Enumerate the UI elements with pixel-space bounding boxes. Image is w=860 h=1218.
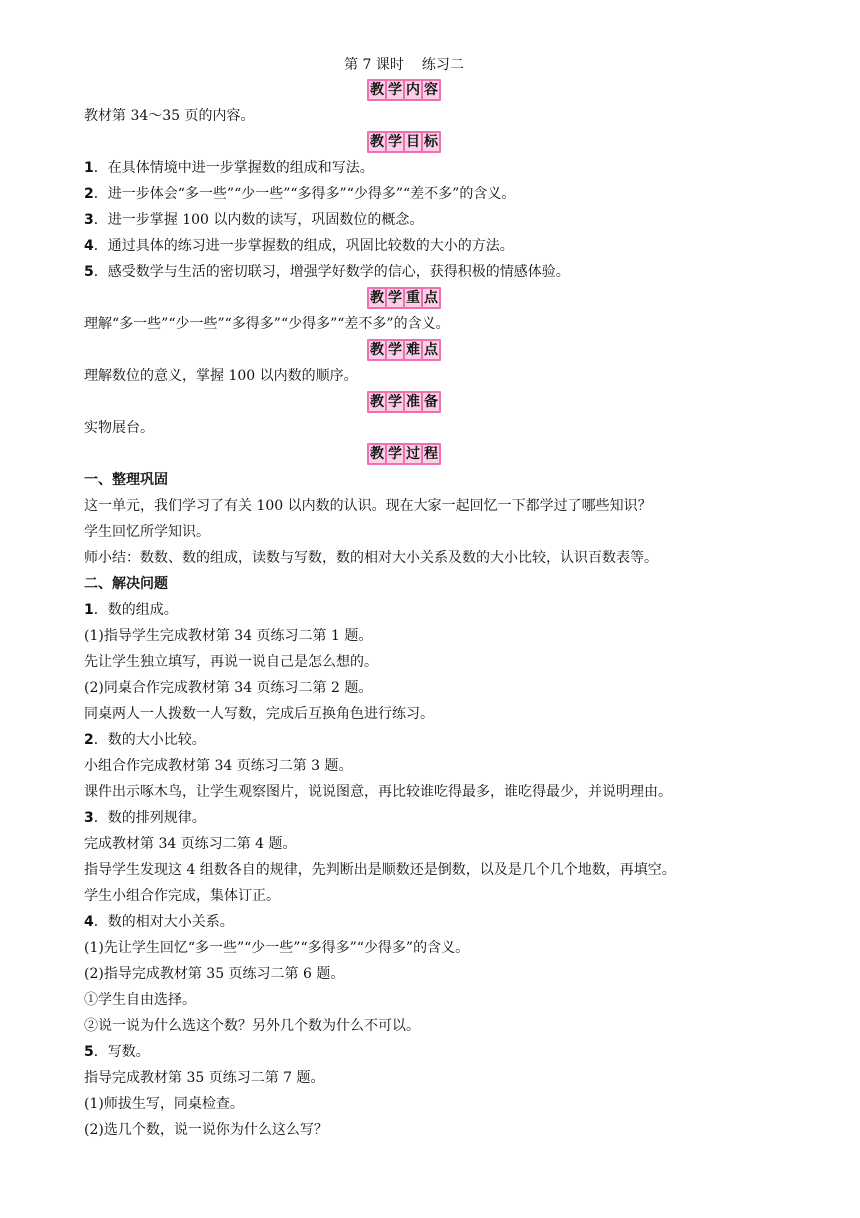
paragraph: 学生回忆所学知识。 bbox=[84, 524, 210, 540]
goal-item bbox=[84, 207, 724, 233]
lesson-name: 练习二 bbox=[421, 57, 464, 73]
paragraph: 指导学生发现这 4 组数各自的规律，先判断出是顺数还是倒数，以及是几个几个地数，再填空。 bbox=[84, 862, 676, 878]
step-number: 4 bbox=[84, 914, 94, 930]
paragraph: (2)指导完成教材第 35 页练习二第 6 题。 bbox=[84, 966, 345, 982]
difficulties-text: 理解数位的意义，掌握 100 以内数的顺序。 bbox=[84, 368, 358, 384]
step-heading bbox=[84, 909, 724, 935]
header-char: 重 bbox=[406, 290, 420, 306]
goal-text: ．进一步体会“多一些”“少一些”“多得多”“少得多”“差不多”的含义。 bbox=[93, 186, 516, 202]
preparation-header bbox=[84, 389, 724, 415]
step-title: ．数的组成。 bbox=[93, 602, 178, 618]
header-char: 学 bbox=[388, 82, 402, 98]
header-char: 教 bbox=[370, 290, 384, 306]
header-char: 学 bbox=[388, 134, 402, 150]
header-char: 教 bbox=[370, 446, 384, 462]
header-char: 学 bbox=[388, 290, 402, 306]
paragraph: 课件出示啄木鸟，让学生观察图片，说说图意，再比较谁吃得最多，谁吃得最少，并说明理由。 bbox=[84, 784, 672, 800]
step-heading bbox=[84, 1039, 724, 1065]
goal-number: 1 bbox=[84, 160, 94, 176]
step-number: 5 bbox=[84, 1044, 94, 1060]
step-number: 2 bbox=[84, 732, 94, 748]
header-char: 标 bbox=[424, 134, 438, 150]
step-title: ．数的相对大小关系。 bbox=[93, 914, 234, 930]
header-char: 学 bbox=[388, 446, 402, 462]
header-char: 备 bbox=[424, 394, 438, 410]
header-char: 程 bbox=[424, 446, 438, 462]
lesson-number: 第 7 课时 bbox=[344, 57, 404, 73]
header-char: 点 bbox=[424, 342, 438, 358]
preparation-text: 实物展台。 bbox=[84, 420, 154, 436]
goal-item bbox=[84, 181, 724, 207]
header-char: 学 bbox=[388, 394, 402, 410]
part1-title: 一、整理巩固 bbox=[84, 472, 168, 488]
paragraph: 师小结：数数、数的组成，读数与写数，数的相对大小关系及数的大小比较，认识百数表等。 bbox=[84, 550, 658, 566]
goal-number: 4 bbox=[84, 238, 94, 254]
goal-text: ．通过具体的练习进一步掌握数的组成，巩固比较数的大小的方法。 bbox=[93, 238, 514, 254]
paragraph: (1)指导学生完成教材第 34 页练习二第 1 题。 bbox=[84, 628, 373, 644]
header-char: 难 bbox=[406, 342, 420, 358]
goal-number: 2 bbox=[84, 186, 94, 202]
paragraph: ①学生自由选择。 bbox=[84, 992, 196, 1008]
goal-number: 3 bbox=[84, 212, 94, 228]
paragraph: 这一单元，我们学习了有关 100 以内数的认识。现在大家一起回忆一下都学过了哪些知识？ bbox=[84, 498, 652, 514]
step-number: 3 bbox=[84, 810, 94, 826]
goal-item bbox=[84, 155, 724, 181]
document-page bbox=[84, 55, 724, 1143]
header-char: 过 bbox=[406, 446, 420, 462]
step-title: ．数的排列规律。 bbox=[93, 810, 206, 826]
step-number: 1 bbox=[84, 602, 94, 618]
process-header bbox=[84, 441, 724, 467]
goal-text: ．感受数学与生活的密切联习，增强学好数学的信心，获得积极的情感体验。 bbox=[93, 264, 570, 280]
part2-title: 二、解决问题 bbox=[84, 576, 168, 592]
header-char: 教 bbox=[370, 394, 384, 410]
header-char: 目 bbox=[406, 134, 420, 150]
goal-text: ．进一步掌握 100 以内数的读写，巩固数位的概念。 bbox=[93, 212, 424, 228]
goal-text: ．在具体情境中进一步掌握数的组成和写法。 bbox=[93, 160, 374, 176]
key-points-text: 理解“多一些”“少一些”“多得多”“少得多”“差不多”的含义。 bbox=[84, 316, 450, 332]
step-heading bbox=[84, 727, 724, 753]
paragraph: (1)师拔生写，同桌检查。 bbox=[84, 1096, 244, 1112]
difficulties-header bbox=[84, 337, 724, 363]
paragraph: (2)选几个数，说一说你为什么这么写？ bbox=[84, 1122, 328, 1138]
step-heading bbox=[84, 597, 724, 623]
paragraph: 小组合作完成教材第 34 页练习二第 3 题。 bbox=[84, 758, 353, 774]
step-heading bbox=[84, 805, 724, 831]
goal-item bbox=[84, 259, 724, 285]
paragraph: (2)同桌合作完成教材第 34 页练习二第 2 题。 bbox=[84, 680, 373, 696]
content-text: 教材第 34～35 页的内容。 bbox=[84, 108, 255, 124]
goal-item bbox=[84, 233, 724, 259]
paragraph: 完成教材第 34 页练习二第 4 题。 bbox=[84, 836, 297, 852]
header-char: 教 bbox=[370, 82, 384, 98]
paragraph: 学生小组合作完成，集体订正。 bbox=[84, 888, 280, 904]
content-header bbox=[84, 77, 724, 103]
header-char: 学 bbox=[388, 342, 402, 358]
header-char: 教 bbox=[370, 342, 384, 358]
header-char: 点 bbox=[424, 290, 438, 306]
paragraph: 指导完成教材第 35 页练习二第 7 题。 bbox=[84, 1070, 325, 1086]
header-char: 内 bbox=[406, 82, 420, 98]
paragraph: ②说一说为什么选这个数？另外几个数为什么不可以。 bbox=[84, 1018, 420, 1034]
key-points-header bbox=[84, 285, 724, 311]
header-char: 准 bbox=[406, 394, 420, 410]
goal-number: 5 bbox=[84, 264, 94, 280]
step-title: ．写数。 bbox=[93, 1044, 150, 1060]
step-title: ．数的大小比较。 bbox=[93, 732, 206, 748]
paragraph: 同桌两人一人拨数一人写数，完成后互换角色进行练习。 bbox=[84, 706, 434, 722]
lesson-title bbox=[84, 55, 724, 77]
header-char: 容 bbox=[424, 82, 438, 98]
header-char: 教 bbox=[370, 134, 384, 150]
goals-header bbox=[84, 129, 724, 155]
paragraph: (1)先让学生回忆“多一些”“少一些”“多得多”“少得多”的含义。 bbox=[84, 940, 470, 956]
paragraph: 先让学生独立填写，再说一说自己是怎么想的。 bbox=[84, 654, 378, 670]
